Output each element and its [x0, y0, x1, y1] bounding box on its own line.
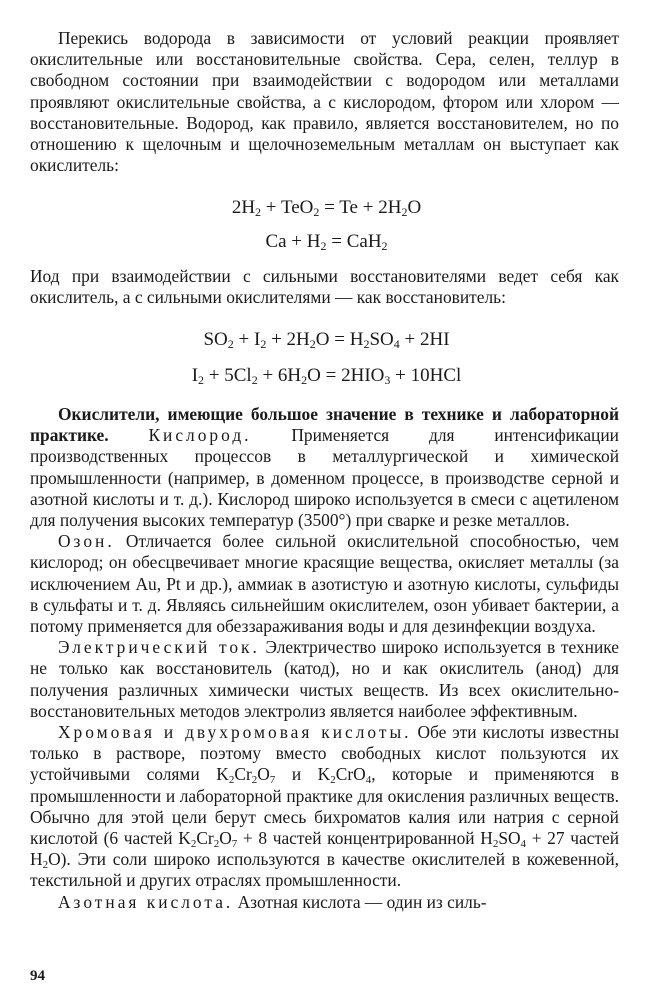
oxidizers-section	[30, 404, 619, 913]
formula-k2cr2o7-b: $K_2Cr_2O_7$	[178, 828, 238, 851]
ozone-paragraph	[30, 531, 619, 637]
chromic-paragraph: Хромовая и двухромовая кислоты. Обе эти кислоты известны только в растворе, поэтому вместо свободных кислот пользуются их устойчивыми солями $K_2Cr_2O_7$ и $K_2CrO_4$, которые и применяются в промышленности и лабораторной практике для окисления различных веществ. Обычно для этой цели берут смесь бихроматов калия или натрия с серной кислотой (6 частей $K_2Cr_2O_7 + 8$ частей концентрированной $H_2SO_4 + 27$ частей $H_2O$). Эти соли широко используются в качестве окислителей в кожевенной, текстильной и других отраслях промышленности.	[30, 722, 620, 891]
oxygen-term: Кислород.	[148, 425, 252, 446]
page-number: 94	[30, 968, 45, 984]
formula-k2cr2o7: $K_2Cr_2O_7$	[216, 764, 276, 787]
equation-4: $I_2 + 5Cl_2 + 6H_2O = 2HIO_3 + 10HCl$	[191, 365, 462, 387]
intro-paragraph	[30, 28, 619, 176]
ozone-term: Озон.	[58, 531, 115, 552]
equation-2: $Ca + H_2 = CaH_2$	[265, 231, 388, 253]
oxygen-text: Применяется для интенсификации производственных процессов в металлургической и химической промышленности (например, в доменном процессе, в производстве серной и азотной кислоты и т. д.). Кислород широко используется в смеси с ацетиленом для получения высоких температур (3500°) при сварке и резке металлов.	[30, 425, 619, 531]
iodine-paragraph	[30, 266, 619, 308]
nitric-term: Азотная кислота.	[58, 891, 234, 912]
section-heading: Окислители, имеющие большое значение в технике и лабораторной практике.	[30, 404, 619, 446]
nitric-text: Азотная кислота — один из силь-	[237, 891, 487, 912]
equation-1: $2H_2 + TeO_2 = Te + 2H_2O$	[231, 197, 422, 219]
intro-text: Перекись водорода в зависимости от условий реакции проявляет окислительные или восстановительные свойства. Сера, селен, теллур в свободном состоянии при взаимодействии с водородом или металлами проявляют окислительные свойства, а с кислородом, фтором или хлором — восстановительные. Водород, как правило, является восстановителем, но по отношению к щелочным и щелочноземельным металлам он выступает как окислитель:	[30, 28, 619, 176]
ozone-text: Отличается более сильной окислительной способностью, чем кислород; он обесцвечивает многие красящие вещества, окисляет металлы (за исключением Au, Pt и др.), аммиак в азотистую и азотную кислоты, сульфиды в сульфаты и т. д. Являясь сильнейшим окислителем, озон убивает бактерии, а потому применяется для обеззараживания воды и для дезинфекции воздуха.	[30, 531, 619, 637]
current-text: Электричество широко используется в технике не только как восстановитель (катод), но и как окислитель (анод) для получения различных химически чистых веществ. Из всех окислительно-восстановительных методов электролиз является наиболее эффективным.	[30, 637, 619, 721]
formula-h2so4: $H_2SO_4$	[480, 828, 527, 851]
chromic-term: Хромовая и двухромовая кислоты.	[58, 722, 412, 743]
nitric-paragraph	[30, 892, 619, 913]
oxygen-paragraph	[30, 404, 619, 531]
equation-3: $SO_2 + I_2 + 2H_2O = H_2SO_4 + 2HI$	[203, 329, 450, 351]
iodine-text: Иод при взаимодействии с сильными восстановителями ведет себя как окислитель, а с сильными окислителями — как восстановитель:	[30, 266, 619, 308]
formula-h2o: $H_2O$	[30, 849, 61, 872]
current-paragraph	[30, 637, 619, 722]
current-term: Электрический ток.	[58, 637, 260, 658]
formula-k2cro4: $K_2CrO_4$	[317, 764, 372, 787]
